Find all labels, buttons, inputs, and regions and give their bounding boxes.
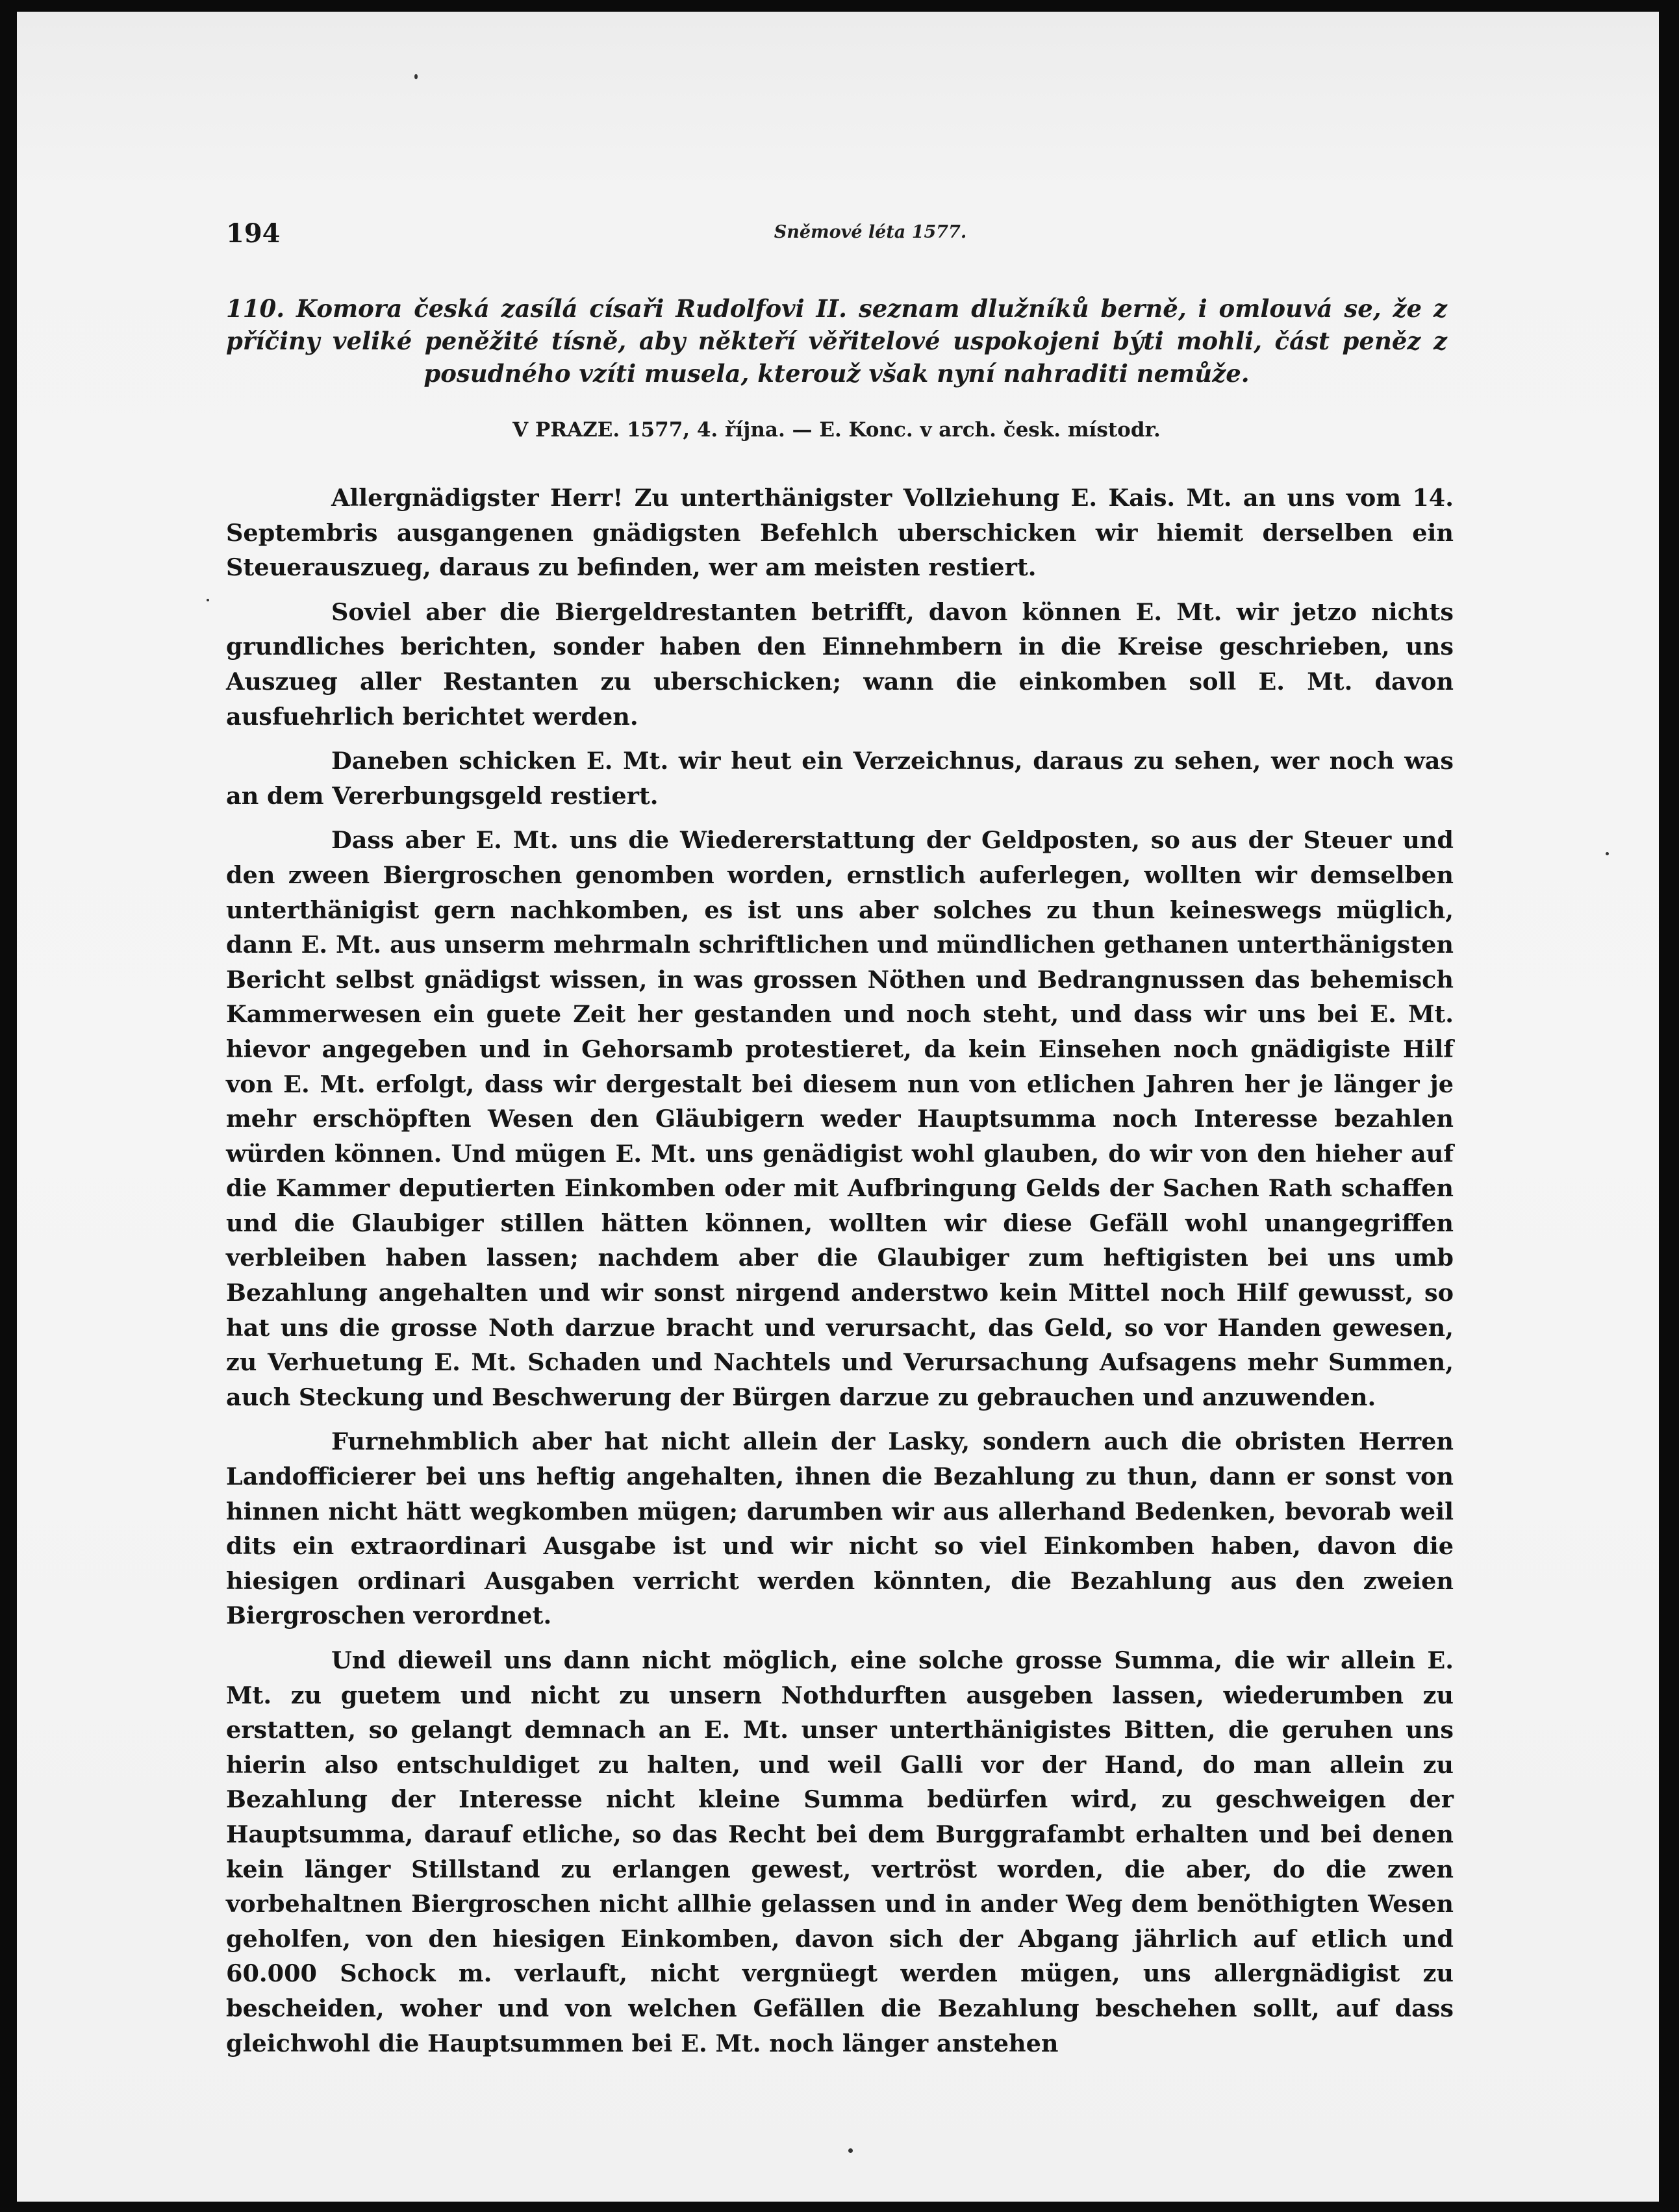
- paragraph: Und dieweil uns dann nicht möglich, eine solche grosse Summa, die wir allein E. Mt. zu guetem und nicht zu unsern Nothdurften ausgeben lassen, wiederumben zu erstatten, so gelangt demnach an E. Mt. unser unterthänigistes Bitten, die geruhen uns hierin also entschuldiget zu halten, und weil Galli vor der Hand, do man allein zu Bezahlung der Interesse nicht kleine Summa bedürfen wird, zu geschweigen der Hauptsumma, darauf etliche, so das Recht bei dem Burggrafambt erhalten und bei denen kein länger Stillstand zu erlangen gewest, vertröst worden, die aber, do die zwen vorbehaltnen Biergroschen nicht allhie gelassen und in ander Weg dem benöthigten Wesen geholfen, von den hiesigen Einkomben, davon sich der Abgang jährlich auf etlich und 60.000 Schock m. verlauft, nicht vergnüegt werden mügen, uns allergnädigist zu bescheiden, woher und von welchen Gefällen die Bezahlung beschehen sollt, auf dass gleichwohl die Hauptsummen bei E. Mt. noch länger anstehen: [226, 1646, 1454, 2057]
- page-number: 194: [226, 218, 281, 249]
- paragraph: Furnehmblich aber hat nicht allein der Lasky, sondern auch die obristen Herren Landofficierer bei uns heftig angehalten, ihnen die Bezahlung zu thun, dann er sonst von hinnen nicht hätt wegkomben mügen; darumben wir aus allerhand Bedenken, bevorab weil dits ein extraordinari Ausgabe ist und wir nicht so viel Einkomben haben, davon die hiesigen ordinari Ausgaben verricht werden könnten, die Bezahlung aus den zweien Biergroschen verordnet.: [226, 1427, 1454, 1630]
- document-heading: 110. Komora česká zasílá císaři Rudolfovi II. seznam dlužníků berně, i omlouvá se, že z příčiny veliké peněžité tísně, aby někteří věřitelové uspokojeni býti mohli, část peněz z posudného vzíti musela, kterouž však nyní nahraditi nemůže.: [226, 294, 1447, 388]
- scan-speck: [207, 599, 209, 601]
- paragraph: Soviel aber die Biergeldrestanten betrifft, davon können E. Mt. wir jetzo nichts grundliches berichten, sonder haben den Einnehmbern in die Kreise geschrieben, uns Auszueg aller Restanten zu uberschicken; wann die einkomben soll E. Mt. davon ausfuehrlich berichtet werden.: [226, 597, 1454, 731]
- book-page: [17, 12, 1659, 2202]
- paragraph: Dass aber E. Mt. uns die Wiedererstattung der Geldposten, so aus der Steuer und den zween Biergroschen genomben worden, ernstlich auferlegen, wollten wir demselben unterthänigist gern nachkomben, es ist uns aber solches zu thun keineswegs müglich, dann E. Mt. aus unserm mehrmaln schriftlichen und mündlichen gethanen unterthänigsten Bericht selbst gnädigst wissen, in was grossen Nöthen und Bedrangnussen das behemisch Kammerwesen ein guete Zeit her gestanden und noch steht, und dass wir uns bei E. Mt. hievor angegeben und in Gehorsamb protestieret, da kein Einsehen noch gnädigiste Hilf von E. Mt. erfolgt, dass wir dergestalt bei diesem nun von etlichen Jahren her je länger je mehr erschöpften Wesen den Gläubigern weder Hauptsumma noch Interesse bezahlen würden können. Und mügen E. Mt. uns genädigist wohl glauben, do wir von den hieher auf die Kammer deputierten Einkomben oder mit Aufbringung Gelds der Sachen Rath schaffen und die Glaubiger stillen hätten können, wollten wir diese Gefäll wohl unangegriffen verbleiben haben lassen; nachdem aber die Glaubiger zum heftigisten bei uns umb Bezahlung angehalten und wir sonst nirgend anderstwo kein Mittel noch Hilf gewusst, so hat uns die grosse Noth darzue bracht und verursacht, das Geld, so vor Handen gewesen, zu Verhuetung E. Mt. Schaden und Nachtels und Verursachung Aufsagens mehr Summen, auch Steckung und Beschwerung der Bürgen darzue zu gebrauchen und anzuwenden.: [226, 826, 1454, 1411]
- paragraph: Daneben schicken E. Mt. wir heut ein Verzeichnus, daraus zu sehen, wer noch was an dem Vererbungsgeld restiert.: [226, 747, 1454, 810]
- body-text: [226, 481, 1454, 2070]
- dateline: V PRAZE. 1577, 4. října. — E. Konc. v arch. česk. místodr.: [512, 418, 1161, 442]
- page-header: [226, 218, 1515, 257]
- scan-speck: [848, 2148, 853, 2153]
- scan-speck: [1606, 852, 1609, 855]
- paragraph: Allergnädigster Herr! Zu unterthänigster Vollziehung E. Kais. Mt. an uns vom 14. Septembris ausgangenen gnädigsten Befehlch uberschicken wir hiemit derselben ein Steuerauszueg, daraus zu befinden, wer am meisten restiert.: [226, 484, 1454, 582]
- running-title: Sněmové léta 1577.: [774, 222, 967, 242]
- scan-speck: [414, 74, 418, 79]
